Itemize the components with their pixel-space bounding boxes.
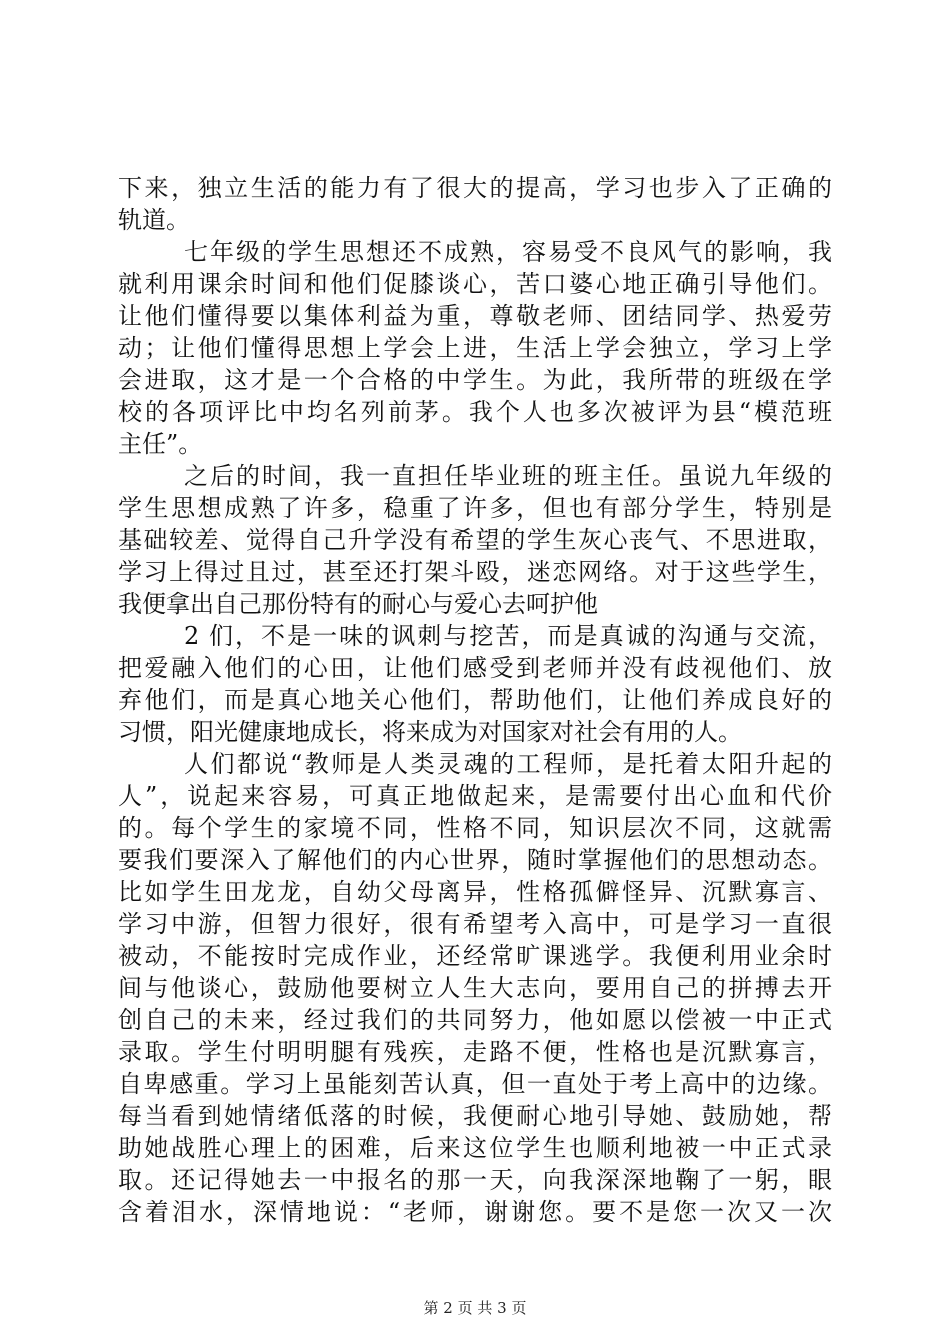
text-line: 主任”。 <box>118 430 203 458</box>
text-line: 让他们懂得要以集体利益为重，尊敬老师、团结同学、热爱劳 <box>118 302 832 330</box>
text-line: 的。每个学生的家境不同，性格不同，知识层次不同，这就需 <box>118 814 832 842</box>
text-line: 就利用课余时间和他们促膝谈心，苦口婆心地正确引导他们。 <box>118 270 832 298</box>
text-line: 学生思想成熟了许多，稳重了许多，但也有部分学生，特别是 <box>118 494 832 522</box>
text-line: 创自己的未来，经过我们的共同努力，他如愿以偿被一中正式 <box>118 1006 832 1034</box>
text-line: 会进取，这才是一个合格的中学生。为此，我所带的班级在学 <box>118 366 832 394</box>
text-line: 人们都说“教师是人类灵魂的工程师，是托着太阳升起的 <box>184 750 832 778</box>
text-line: 录取。学生付明明腿有残疾，走路不便，性格也是沉默寡言， <box>118 1038 832 1066</box>
text-line: 学习上得过且过，甚至还打架斗殴，迷恋网络。对于这些学生， <box>118 558 832 586</box>
text-line: 七年级的学生思想还不成熟，容易受不良风气的影响，我 <box>184 238 832 266</box>
text-line: 2 们，不是一味的讽刺与挖苦，而是真诚的沟通与交流， <box>184 622 832 650</box>
text-line: 人”，说起来容易，可真正地做起来，是需要付出心血和代价 <box>118 782 832 810</box>
text-line: 弃他们，而是真心地关心他们，帮助他们，让他们养成良好的 <box>118 686 832 714</box>
body-text <box>118 172 832 1228</box>
text-line: 每当看到她情绪低落的时候，我便耐心地引导她、鼓励她，帮 <box>118 1102 832 1130</box>
text-line: 把爱融入他们的心田，让他们感受到老师并没有歧视他们、放 <box>118 654 832 682</box>
text-line: 我便拿出自己那份特有的耐心与爱心去呵护他 <box>118 590 598 618</box>
page-footer: 第 2 页 共 3 页 <box>423 1299 527 1317</box>
text-line: 动；让他们懂得思想上学会上进，生活上学会独立，学习上学 <box>118 334 832 362</box>
text-line: 自卑感重。学习上虽能刻苦认真，但一直处于考上高中的边缘。 <box>118 1070 832 1098</box>
text-line: 下来，独立生活的能力有了很大的提高，学习也步入了正确的 <box>118 174 832 202</box>
text-line: 要我们要深入了解他们的内心世界，随时掌握他们的思想动态。 <box>118 846 832 874</box>
text-line: 校的各项评比中均名列前茅。我个人也多次被评为县“模范班 <box>118 398 832 426</box>
text-line: 习惯，阳光健康地成长，将来成为对国家对社会有用的人。 <box>118 718 742 746</box>
text-line: 学习中游，但智力很好，很有希望考入高中，可是学习一直很 <box>118 910 832 938</box>
text-line: 比如学生田龙龙，自幼父母离异，性格孤僻怪异、沉默寡言、 <box>118 878 832 906</box>
text-line: 被动，不能按时完成作业，还经常旷课逃学。我便利用业余时 <box>118 942 832 970</box>
text-line: 基础较差、觉得自己升学没有希望的学生灰心丧气、不思进取， <box>118 526 832 554</box>
text-line: 助她战胜心理上的困难，后来这位学生也顺利地被一中正式录 <box>118 1134 832 1162</box>
text-line: 之后的时间，我一直担任毕业班的班主任。虽说九年级的 <box>184 462 832 490</box>
text-line: 含着泪水，深情地说：“老师，谢谢您。要不是您一次又一次 <box>118 1198 832 1226</box>
text-line: 间与他谈心，鼓励他要树立人生大志向，要用自己的拼搏去开 <box>118 974 832 1002</box>
text-line: 轨道。 <box>118 206 190 234</box>
text-line: 取。还记得她去一中报名的那一天，向我深深地鞠了一躬，眼 <box>118 1166 832 1194</box>
